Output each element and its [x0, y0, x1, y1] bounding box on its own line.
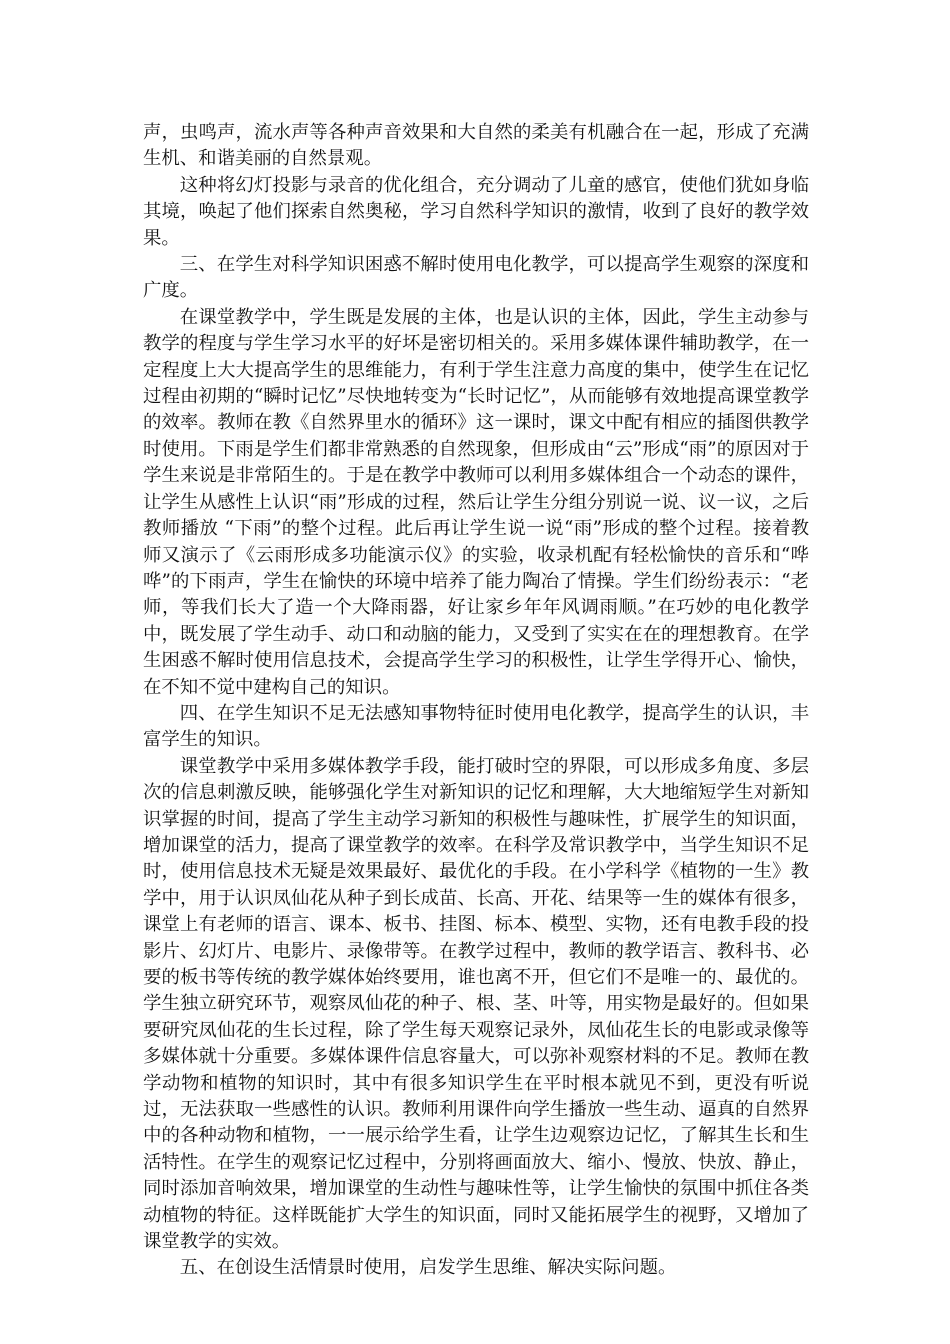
heading-section-three: 三、在学生对科学知识困惑不解时使用电化教学，可以提高学生观察的深度和广度。 [143, 254, 809, 302]
heading-section-four: 四、在学生知识不足无法感知事物特征时使用电化教学，提高学生的认识，丰富学生的知识。 [143, 702, 809, 751]
paragraph-rain-formation: 在课堂教学中，学生既是发展的主体，也是认识的主体，因此，学生主动参与教学的程度与学生学习水平的好坏是密切相关的。采用多媒体课件辅助教学，在一定程度上大大提高学生的思维能力，有利于学生注意力高度的集中，使学生在记忆过程由初期的“瞬时记忆”尽快地转变为“长时记忆”，从而能够有效地提高课堂教学的效率。教师在教《自然界里水的循环》这一课时，课文中配有相应的插图供教学时使用。下雨是学生们都非常熟悉的自然现象，但形成由“云”形成“雨”的原因对于学生来说是非常陌生的。于是在教学中教师可以利用多媒体组合一个动态的课件，让学生从感性上认识“雨”形成的过程，然后让学生分组分别说一说、议一议，之后教师播放 “下雨”的整个过程。此后再让学生说一说“雨”形成的整个过程。接着教师又演示了《云雨形成多功能演示仪》的实验，收录机配有轻松愉快的音乐和“哗哗”的下雨声，学生在愉快的环境中培养了能力陶冶了情操。学生们纷纷表示：“老师，等我们长大了造一个大降雨器，好让家乡年年风调雨顺。”在巧妙的电化教学中，既发展了学生动手、动口和动脑的能力，又受到了实实在在的理想教育。在学生困惑不解时使用信息技术，会提高学生学习的积极性，让学生学得开心、愉快，在不知不觉中建构自己的知识。 [143, 306, 809, 698]
paragraph-slide-audio-combination: 这种将幻灯投影与录音的优化组合，充分调动了儿童的感官，使他们犹如身临其境，唤起了他们探索自然奥秘，学习自然科学知识的激情，收到了良好的教学效果。 [143, 174, 809, 249]
paragraph-multimedia-knowledge: 课堂教学中采用多媒体教学手段，能打破时空的界限，可以形成多角度、多层次的信息刺激反映，能够强化学生对新知识的记忆和理解，大大地缩短学生对新知识掌握的时间，提高了学生主动学习新知的积极性与趣味性，扩展学生的知识面，增加课堂的活力，提高了课堂教学的效率。在科学及常识教学中，当学生知识不足时，使用信息技术无疑是效果最好、最优化的手段。在小学科学《植物的一生》教学中，用于认识凤仙花从种子到长成苗、长高、开花、结果等一生的媒体有很多，课堂上有老师的语言、课本、板书、挂图、标本、模型、实物，还有电教手段的投影片、幻灯片、电影片、录像带等。在教学过程中，教师的教学语言、教科书、必要的板书等传统的教学媒体始终要用，谁也离不开，但它们不是唯一的、最优的。学生独立研究环节，观察凤仙花的种子、根、茎、叶等，用实物是最好的。但如果要研究凤仙花的生长过程，除了学生每天观察记录外，凤仙花生长的电影或录像等多媒体就十分重要。多媒体课件信息容量大，可以弥补观察材料的不足。教师在教学动物和植物的知识时，其中有很多知识学生在平时根本就见不到，更没有听说过，无法获取一些感性的认识。教师利用课件向学生播放一些生动、逼真的自然界中的各种动物和植物，一一展示给学生看，让学生边观察边记忆，了解其生长和生活特性。在学生的观察记忆过程中，分别将画面放大、缩小、慢放、快放、静止，同时添加音响效果，增加课堂的生动性与趣味性等，让学生愉快的氛围中抓住各类动植物的特征。这样既能扩大学生的知识面，同时又能拓展学生的视野，又增加了课堂教学的实效。 [143, 755, 809, 1253]
paragraph-nature-sounds: 声，虫鸣声，流水声等各种声音效果和大自然的柔美有机融合在一起，形成了充满生机、和谐美丽的自然景观。 [143, 122, 809, 170]
document-page [143, 120, 809, 1282]
heading-section-five: 五、在创设生活情景时使用，启发学生思维、解决实际问题。 [179, 1257, 677, 1279]
